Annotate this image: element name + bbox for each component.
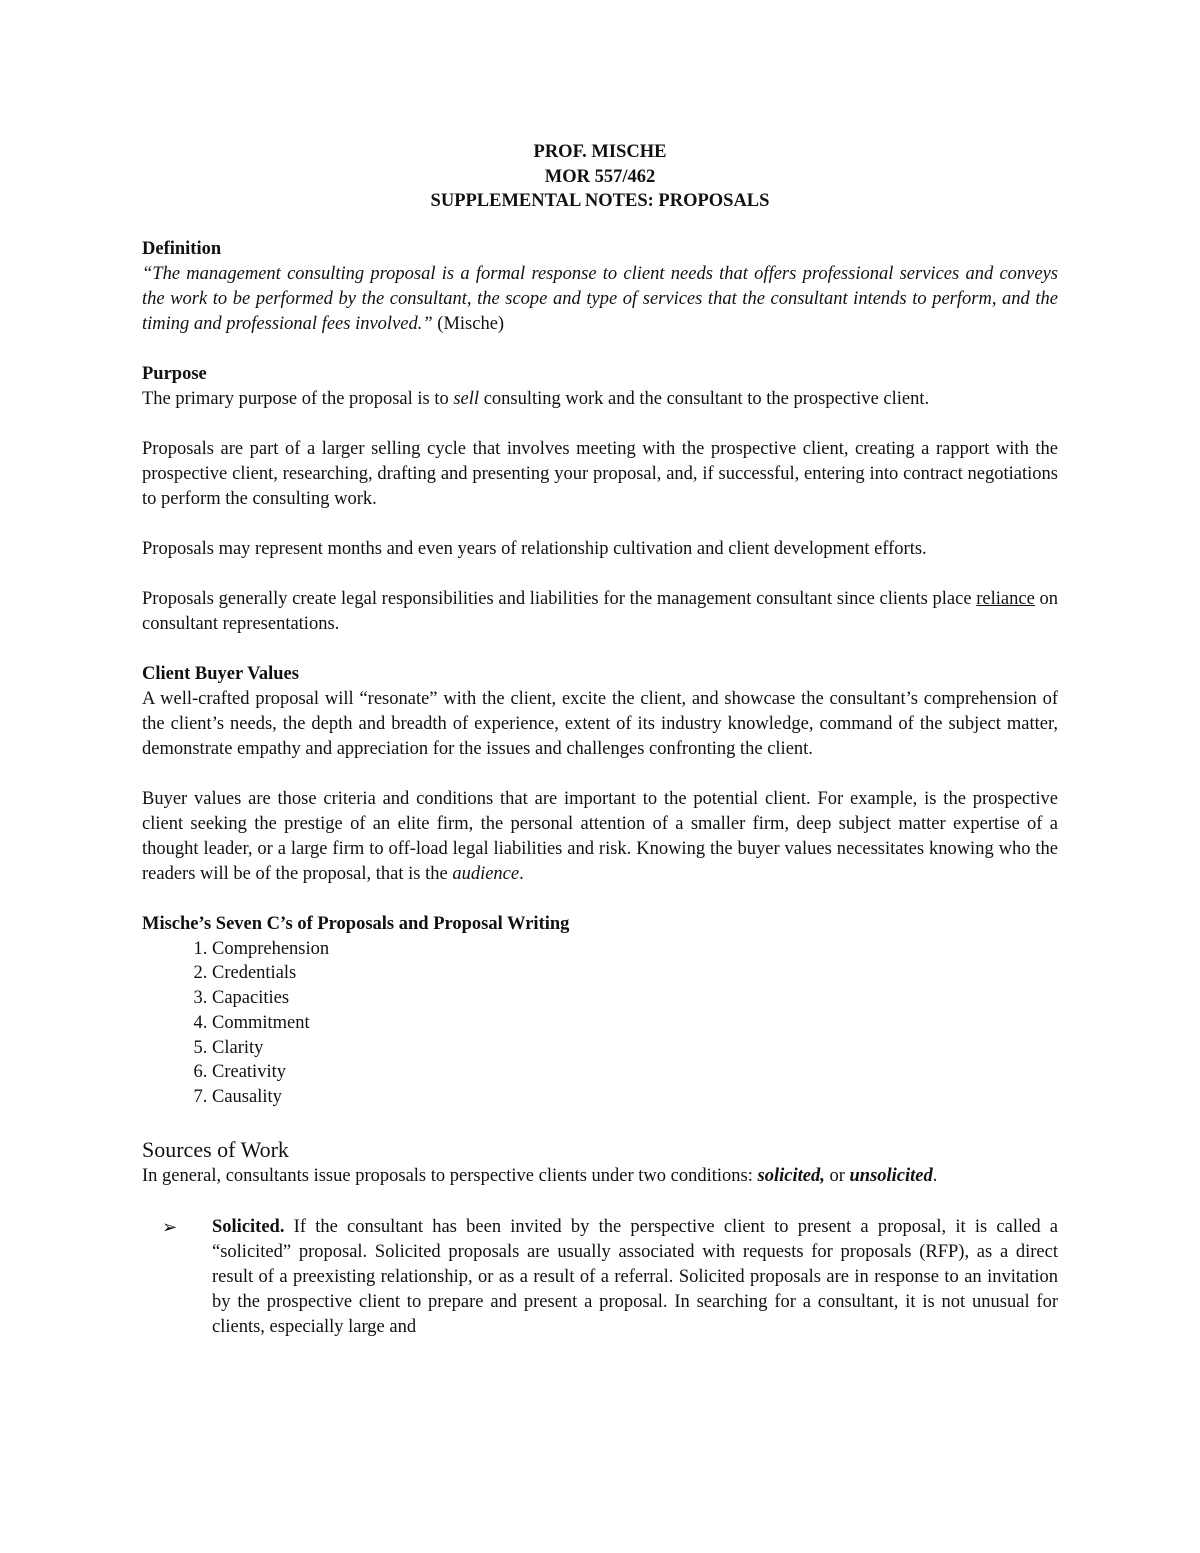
text-run: If the consultant has been invited by the perspective client to present a proposal, it is called a “solicited” proposal. Solicited proposals are usually associated with requests for proposals (RFP), as a direct result of a preexisting relationship, or as a result of a referral. Solicited proposals are in response to an invitation by the prospective client to prepare and present a proposal. In searching for a consultant, it is not unusual for clients, especially large and [212,1217,1058,1338]
text-run: In general, consultants issue proposals to perspective clients under two conditions: [142,1166,758,1187]
buyer-values-paragraph-2 [142,787,1058,887]
text-run: The primary purpose of the proposal is to [142,388,454,409]
definition-quote-text: “The management consulting proposal is a formal response to client needs that offers professional services and conveys the work to be performed by the consultant, the scope and type of services that the consultant intends to perform, and the timing and professional fees involved.” [142,263,1058,334]
list-item: 6. Creativity [212,1060,1058,1085]
document-header [142,140,1058,214]
author-line: PROF. MISCHE [533,142,667,162]
list-item: 7. Causality [212,1085,1058,1110]
text-run: or [824,1166,850,1187]
list-item: 3. Capacities [212,986,1058,1011]
text-run: consulting work and the consultant to the prospective client. [479,388,930,409]
emphasis-unsolicited: unsolicited [849,1166,933,1187]
definition-section [142,237,1058,337]
buyer-values-section [142,662,1058,887]
emphasis-solicited: solicited, [757,1166,825,1187]
sources-heading: Sources of Work [142,1137,289,1163]
text-run: Buyer values are those criteria and conditions that are important to the potential client. For example, is the prospective client seeking the prestige of an elite firm, the personal attention of a smaller firm, deep subject matter expertise of a thought leader, or a large firm to off-load legal liabilities and risk. Knowing the buyer values necessitates knowing who the readers will be of the proposal, that is the [142,788,1058,884]
solicited-lead: Solicited. [212,1217,285,1238]
definition-quote [142,262,1058,337]
list-item: 2. Credentials [212,961,1058,986]
text-run: Proposals generally create legal responsibilities and liabilities for the management consultant since clients place [142,588,977,609]
emphasis-audience: audience [452,863,520,884]
purpose-paragraph-4 [142,587,1058,637]
purpose-paragraph-1 [142,387,1058,412]
arrow-bullet-icon: ➢ [162,1217,178,1238]
definition-attribution: (Mische) [432,313,505,334]
list-item: 1. Comprehension [212,937,1058,962]
seven-cs-heading: Mische’s Seven C’s of Proposals and Proposal Writing [142,913,570,934]
solicited-paragraph [212,1215,1058,1340]
document-page [142,140,1058,1340]
sources-section [142,1136,1058,1340]
purpose-section [142,362,1058,637]
course-line: MOR 557/462 [544,166,656,187]
purpose-paragraph-2: Proposals are part of a larger selling cycle that involves meeting with the prospective client, creating a rapport with the prospective client, researching, drafting and presenting your proposal, and, if successful, entering into contract negotiations to perform the consulting work. [142,438,1058,509]
underlined-reliance: reliance [976,588,1035,609]
document-title: SUPPLEMENTAL NOTES: PROPOSALS [430,191,770,211]
definition-heading: Definition [142,238,222,259]
list-item: 4. Commitment [212,1011,1058,1036]
solicited-bullet [142,1215,1058,1340]
list-item: 5. Clarity [212,1036,1058,1061]
text-run: on consultant representations. [142,588,1059,634]
purpose-heading: Purpose [142,363,207,384]
buyer-values-heading: Client Buyer Values [142,663,299,684]
buyer-values-paragraph-1: A well-crafted proposal will “resonate” with the client, excite the client, and showcase the consultant’s comprehension of the client’s needs, the depth and breadth of experience, extent of its industry knowledge, command of the subject matter, demonstrate empathy and appreciation for the issues and challenges confronting the client. [142,688,1058,759]
seven-cs-section [142,912,1058,1111]
emphasis-sell: sell [453,388,480,409]
seven-cs-list [142,937,1058,1111]
sources-intro [142,1164,1058,1189]
text-run: . [932,1166,938,1187]
purpose-paragraph-3: Proposals may represent months and even years of relationship cultivation and client development efforts. [142,538,927,559]
text-run: . [519,863,524,884]
